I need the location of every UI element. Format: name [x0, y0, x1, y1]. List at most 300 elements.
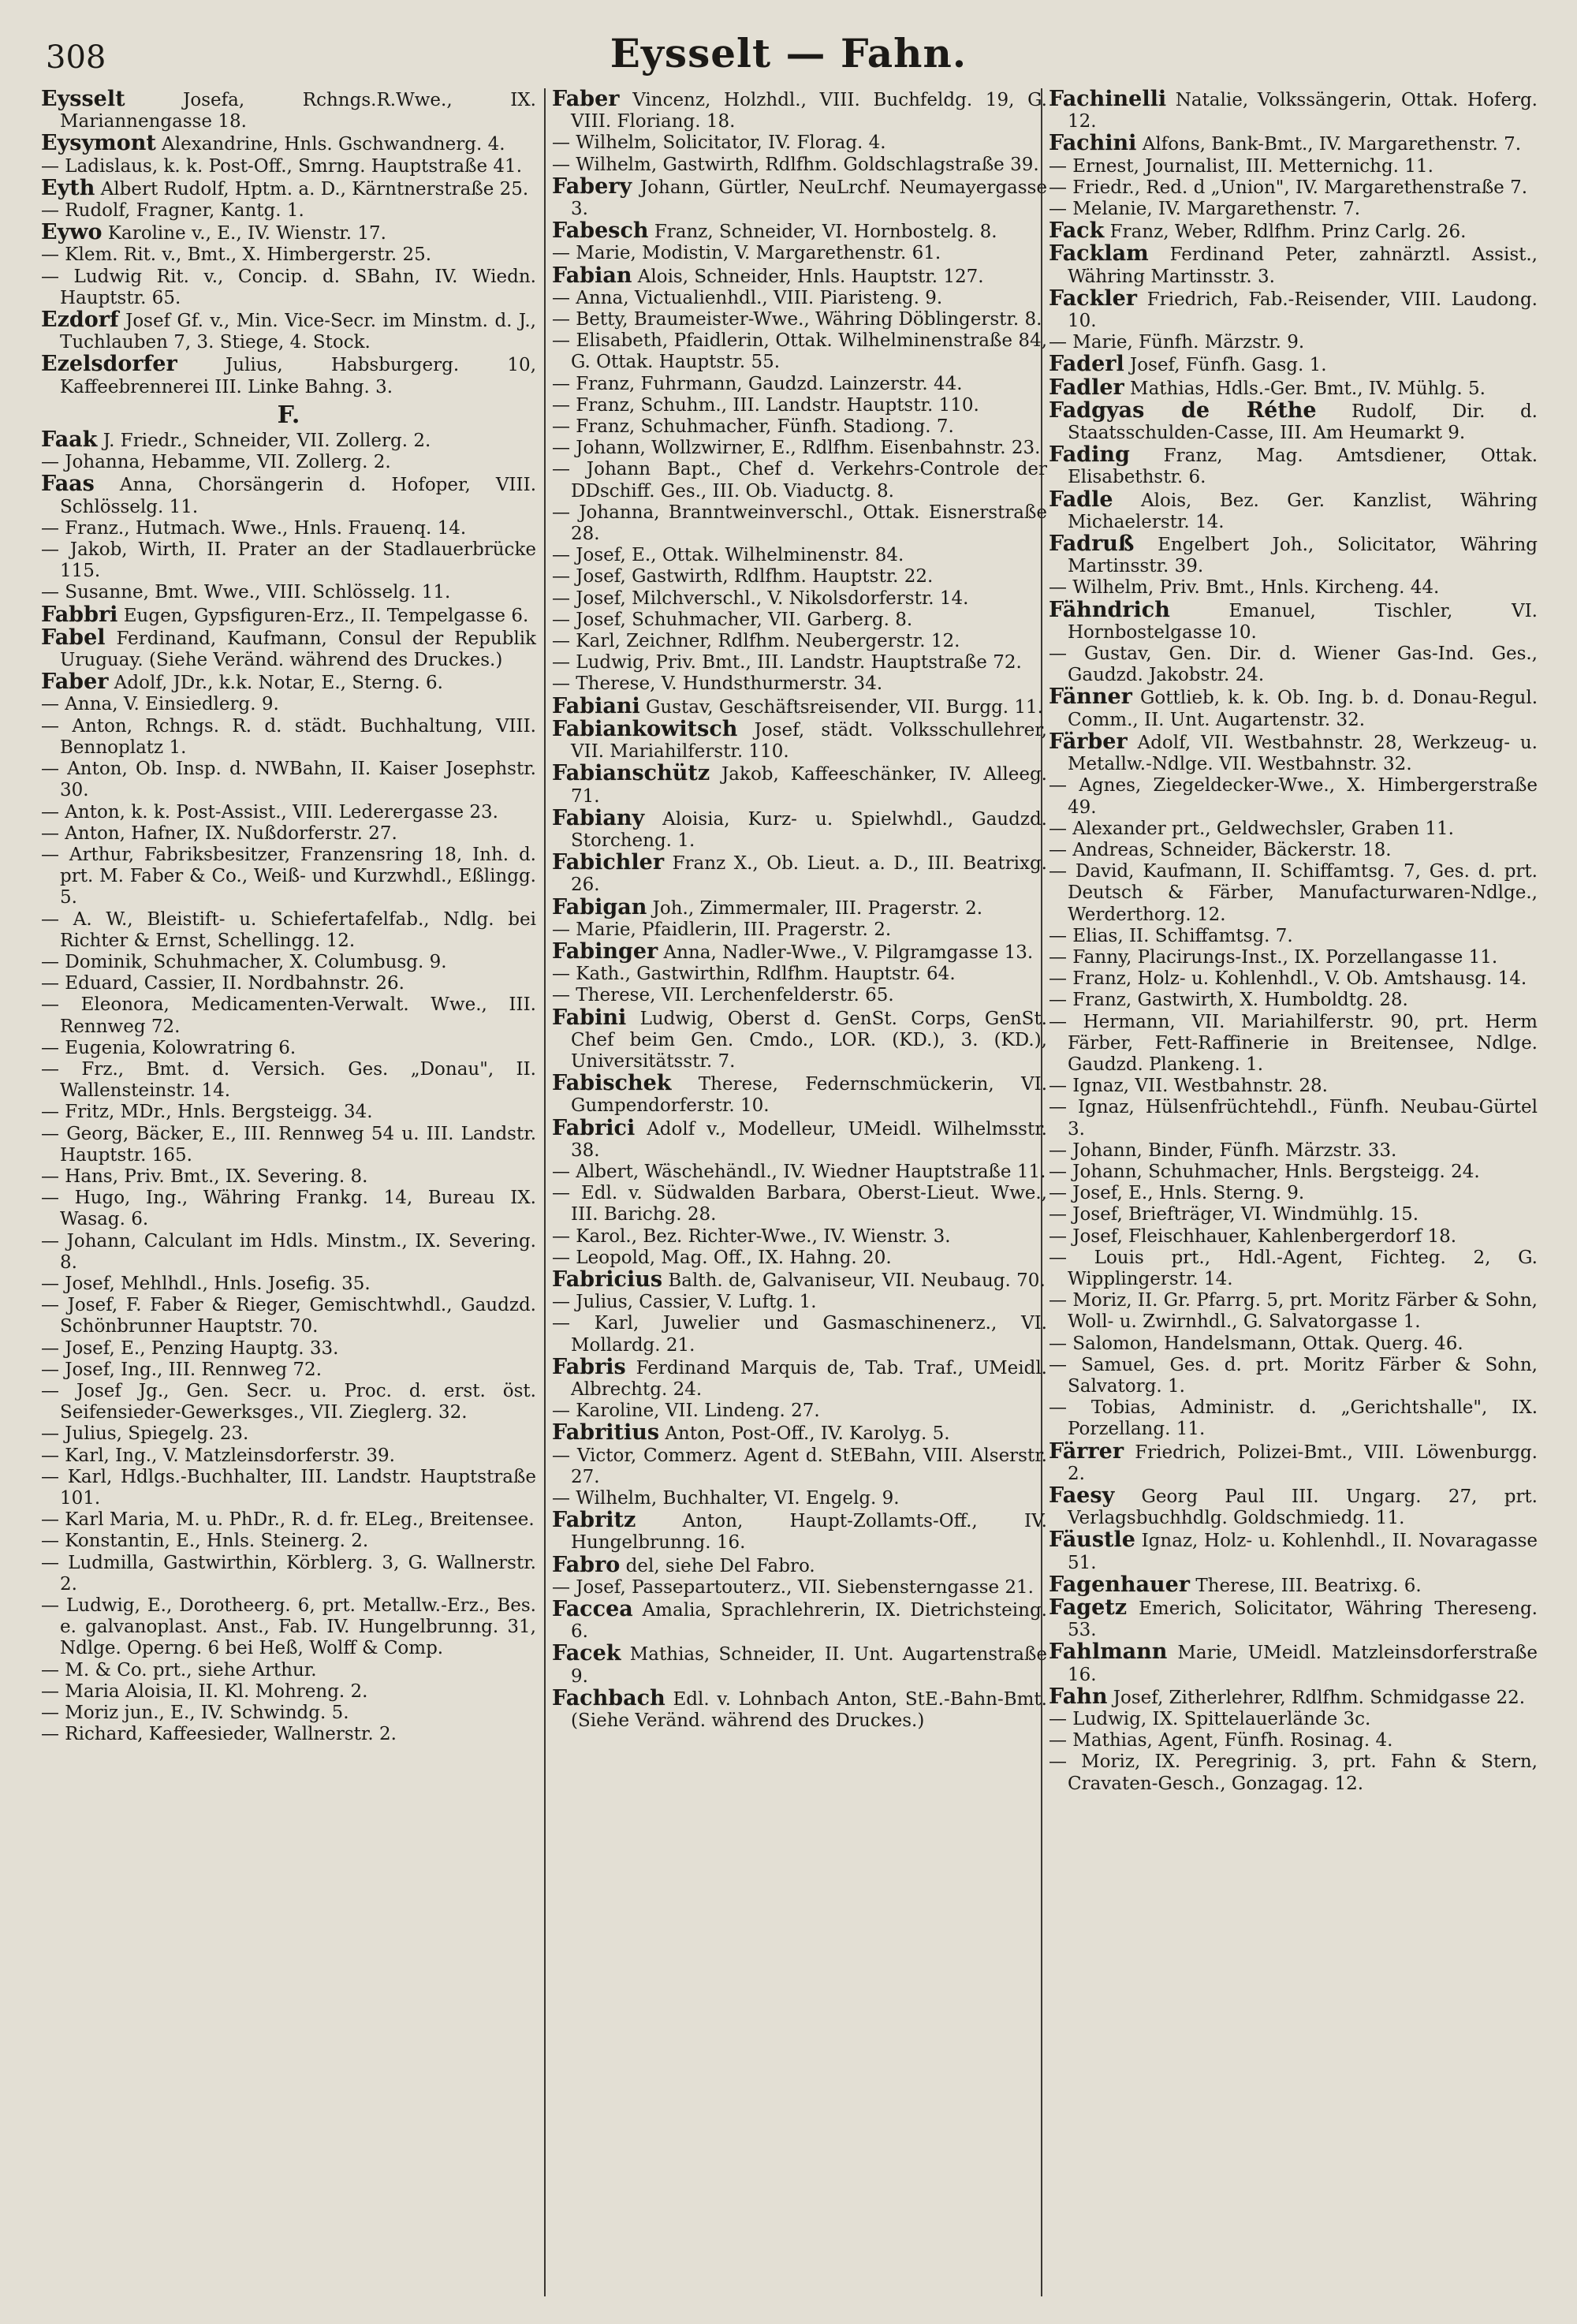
directory-entry	[552, 1183, 1047, 1225]
entry-details: — Johann, Wollzwirner, E., Rdlfhm. Eisenbahnstr. 23.	[552, 438, 1041, 459]
directory-entry	[1049, 1012, 1538, 1076]
entry-details: — Tobias, Administr. d. „Gerichtshalle", IX. Porzellang. 11.	[1049, 1397, 1538, 1440]
directory-entry	[41, 802, 536, 823]
entry-details: — Samuel, Ges. d. prt. Moritz Färber & Sohn, Salvatorg. 1.	[1049, 1354, 1538, 1397]
directory-entry	[41, 1724, 536, 1745]
entry-details: — Anton, Rchngs. R. d. städt. Buchhaltung, VIII. Bennoplatz 1.	[41, 715, 536, 758]
directory-entry	[552, 920, 1047, 941]
entry-surname: Fahlmann	[1049, 1639, 1168, 1665]
entry-details: — Ludwig Rit. v., Concip. d. SBahn, IV. Wiedn. Hauptstr. 65.	[41, 266, 536, 308]
entry-surname: Fabinger	[552, 938, 658, 964]
entry-details: — Fanny, Placirungs-Inst., IX. Porzellangasse 11.	[1049, 946, 1498, 968]
directory-entry	[552, 155, 1047, 176]
directory-entry	[552, 1488, 1047, 1509]
entry-details: Georg Paul III. Ungarg. 27, prt. Verlagsbuchhdlg. Goldschmiedg. 11.	[1068, 1487, 1538, 1529]
directory-entry	[41, 267, 536, 309]
directory-entry	[552, 1072, 1047, 1117]
directory-entry	[552, 309, 1047, 330]
directory-entry	[41, 309, 536, 353]
directory-entry	[41, 952, 536, 973]
directory-entry	[41, 1124, 536, 1166]
entry-details: — Johann, Binder, Fünfh. Märzstr. 33.	[1049, 1140, 1397, 1161]
entry-details: — Alexander prt., Geldwechsler, Graben 11.	[1049, 818, 1454, 839]
entry-details: — Therese, V. Hundsthurmerstr. 34.	[552, 673, 883, 695]
directory-entry	[552, 374, 1047, 395]
directory-entry	[1049, 1076, 1538, 1097]
entry-surname: Facklam	[1049, 241, 1149, 267]
entry-details: — Karol., Bez. Richter-Wwe., IV. Wienstr. 3.	[552, 1225, 951, 1247]
entry-surname: Fabritius	[552, 1420, 660, 1446]
entry-details: — Wilhelm, Solicitator, IV. Florag. 4.	[552, 132, 886, 154]
entry-surname: Fänner	[1049, 685, 1132, 710]
entry-details: — Ludwig, IX. Spittelauerlände 3c.	[1049, 1709, 1371, 1730]
entry-details: — Wilhelm, Gastwirth, Rdlfhm. Goldschlagstraße 39.	[552, 154, 1039, 175]
entry-surname: Faesy	[1049, 1483, 1115, 1508]
entry-details: — Mathias, Agent, Fünfh. Rosinag. 4.	[1049, 1730, 1393, 1751]
directory-entry	[41, 1295, 536, 1337]
entry-details: — Josef, Briefträger, VI. Windmühlg. 15.	[1049, 1204, 1419, 1225]
directory-entry	[41, 1467, 536, 1509]
entry-surname: Eywo	[41, 220, 103, 245]
directory-entry	[1049, 88, 1538, 132]
directory-entry	[552, 693, 1047, 718]
directory-entry	[1049, 1709, 1538, 1730]
entry-details: Gustav, Geschäftsreisender, VII. Burgg. 11.	[639, 696, 1043, 718]
entry-details: — Friedr., Red. d „Union", IV. Margarethenstraße 7.	[1049, 177, 1528, 198]
directory-entry	[552, 545, 1047, 566]
entry-details: — Anton, Ob. Insp. d. NWBahn, II. Kaiser Josephstr. 30.	[41, 759, 536, 801]
entry-details: — Hermann, VII. Mariahilferstr. 90, prt. Herm Färber, Fett-Raffinerie in Breitensee, Ndlge. Gaudzd. Plankeng. 1.	[1049, 1011, 1538, 1075]
entry-details: — Ernest, Journalist, III. Metternichg. 11.	[1049, 155, 1433, 177]
entry-details: — Marie, Fünfh. Märzstr. 9.	[1049, 332, 1305, 353]
entry-details: Alois, Bez. Ger. Kanzlist, Währing Michaelerstr. 14.	[1068, 490, 1538, 532]
directory-entry	[1049, 947, 1538, 968]
entry-surname: Fabiany	[552, 805, 645, 830]
entry-details: — Ignaz, Hülsenfrüchtehdl., Fünfh. Neubau-Gürtel 3.	[1049, 1097, 1538, 1140]
entry-details: Anton, Haupt-Zollamts-Off., IV. Hungelbrunng. 16.	[571, 1511, 1047, 1554]
directory-entry	[1049, 243, 1538, 287]
entry-details: — Maria Aloisia, II. Kl. Mohreng. 2.	[41, 1681, 368, 1702]
entry-details: — Franz, Schuhm., III. Landstr. Hauptstr. 110.	[552, 394, 979, 416]
entry-surname: Faber	[41, 670, 109, 695]
directory-entry	[1049, 1097, 1538, 1140]
entry-surname: Fäustle	[1049, 1528, 1135, 1553]
entry-surname: Fadgyas de Réthe	[1049, 397, 1317, 423]
directory-entry	[552, 1226, 1047, 1248]
directory-entry	[1049, 1183, 1538, 1204]
page-number: 308	[46, 39, 106, 76]
directory-entry	[41, 1423, 536, 1445]
directory-entry	[41, 759, 536, 801]
entry-details: Gottlieb, k. k. Ob. Ing. b. d. Donau-Regul. Comm., II. Unt. Augartenstr. 32.	[1068, 688, 1538, 730]
entry-details: Marie, UMeidl. Matzleinsdorferstraße 16.	[1068, 1643, 1538, 1685]
directory-entry	[552, 610, 1047, 631]
directory-entry	[1049, 990, 1538, 1011]
directory-entry	[41, 716, 536, 759]
entry-details: Edl. v. Lohnbach Anton, StE.-Bahn-Bmt. (Siehe Veränd. während des Druckes.)	[571, 1688, 1047, 1732]
entry-details: — Josef, Milchverschl., V. Nikolsdorferstr. 14.	[552, 588, 969, 609]
entry-surname: Faas	[41, 472, 95, 497]
entry-details: — Karoline, VII. Lindeng. 27.	[552, 1401, 820, 1422]
entry-details: — Hans, Priv. Bmt., IX. Severing. 8.	[41, 1166, 368, 1187]
entry-details: Josef, Fünfh. Gasg. 1.	[1124, 355, 1327, 376]
entry-details: Mathias, Schneider, II. Unt. Augartenstraße 9.	[571, 1644, 1047, 1687]
directory-entry	[41, 1381, 536, 1423]
entry-details: Natalie, Volkssängerin, Ottak. Hoferg. 12.	[1068, 90, 1538, 132]
directory-entry	[41, 200, 536, 222]
directory-entry	[552, 805, 1047, 852]
entry-surname: Fabesch	[552, 218, 649, 244]
directory-entry	[1049, 819, 1538, 840]
entry-details: Adolf, VII. Westbahnstr. 28, Werkzeug- u. Metallw.-Ndlge. VII. Westbahnstr. 32.	[1068, 732, 1538, 775]
entry-details: Friedrich, Polizei-Bmt., VIII. Löwenburgg. 2.	[1068, 1442, 1538, 1484]
entry-surname: Fabischek	[552, 1071, 672, 1096]
directory-entry	[552, 985, 1047, 1006]
entry-details: — Moriz, IX. Peregrinig. 3, prt. Fahn & Stern, Cravaten-Gesch., Gonzagag. 12.	[1049, 1751, 1538, 1794]
directory-entry	[1049, 1485, 1538, 1529]
entry-details: — Betty, Braumeister-Wwe., Währing Döblingerstr. 8.	[552, 309, 1042, 330]
entry-surname: Fack	[1049, 218, 1105, 244]
entry-details: Adolf, JDr., k.k. Notar, E., Sterng. 6.	[108, 673, 443, 694]
entry-details: — Josef Jg., Gen. Secr. u. Proc. d. erst. öst. Seifensieder-Gewerksges., VII. Zieglerg. 32.	[41, 1380, 536, 1423]
directory-entry	[41, 845, 536, 909]
entry-surname: Fabian	[552, 263, 632, 288]
entry-details: — Susanne, Bmt. Wwe., VIII. Schlösselg. 11.	[41, 582, 451, 603]
entry-details: — Arthur, Fabriksbesitzer, Franzensring 18, Inh. d. prt. M. Faber & Co., Weiß- und Kurzwhdl., Eßlingg. 5.	[41, 844, 536, 908]
directory-entry	[1049, 1438, 1538, 1485]
directory-entry	[41, 1231, 536, 1274]
directory-entry	[552, 588, 1047, 610]
directory-entry	[552, 964, 1047, 985]
directory-entry	[41, 177, 536, 200]
directory-entry	[1049, 177, 1538, 199]
entry-details: — Ludmilla, Gastwirthin, Körblerg. 3, G. Wallnerstr. 2.	[41, 1552, 536, 1595]
entry-details: — Eleonora, Medicamenten-Verwalt. Wwe., III. Rennweg 72.	[41, 994, 536, 1037]
entry-details: — Josef, Schuhmacher, VII. Garberg. 8.	[552, 609, 913, 630]
entry-surname: Fähndrich	[1049, 597, 1170, 622]
directory-entry	[1049, 533, 1538, 577]
entry-details: Julius, Habsburgerg. 10, Kaffeebrennerei III. Linke Bahng. 3.	[60, 355, 536, 397]
directory-entry	[552, 438, 1047, 459]
directory-entry	[1049, 1140, 1538, 1162]
directory-entry	[41, 1274, 536, 1295]
column-divider	[544, 88, 546, 2296]
entry-surname: Fachinelli	[1049, 87, 1167, 111]
directory-entry	[1049, 377, 1538, 400]
directory-entry	[1049, 332, 1538, 353]
directory-entry	[1049, 397, 1538, 444]
directory-entry	[1049, 1162, 1538, 1183]
directory-entry	[41, 1059, 536, 1102]
directory-entry	[552, 852, 1047, 896]
directory-entry	[552, 1685, 1047, 1732]
directory-entry	[552, 330, 1047, 373]
entry-surname: Eysymont	[41, 131, 156, 156]
directory-entry	[552, 173, 1047, 220]
directory-entry	[1049, 1397, 1538, 1440]
entry-details: — Fritz, MDr., Hnls. Bergsteigg. 34.	[41, 1102, 373, 1123]
entry-surname: Ezelsdorfer	[41, 352, 177, 377]
directory-entry	[1049, 1686, 1538, 1709]
directory-entry	[552, 265, 1047, 288]
directory-entry	[552, 1248, 1047, 1269]
directory-entry	[41, 473, 536, 517]
entry-details: Albert Rudolf, Hptm. a. D., Kärntnerstraße 25.	[95, 178, 529, 200]
directory-entry	[552, 1117, 1047, 1162]
directory-entry	[552, 1422, 1047, 1445]
entry-details: — Salomon, Handelsmann, Ottak. Querg. 46.	[1049, 1333, 1463, 1354]
directory-entry	[1049, 1355, 1538, 1397]
entry-details: Vincenz, Holzhdl., VIII. Buchfeldg. 19, G. VIII. Floriang. 18.	[571, 90, 1047, 132]
entry-details: — Ladislaus, k. k. Post-Off., Smrng. Hauptstraße 41.	[41, 155, 523, 177]
entry-details: Alfons, Bank-Bmt., IV. Margarethenstr. 7.	[1136, 134, 1522, 155]
section-heading: F.	[277, 401, 300, 429]
entry-details: — Johanna, Hebamme, VII. Zollerg. 2.	[41, 452, 391, 473]
entry-details: Josefa, Rchngs.R.Wwe., IX. Mariannengasse 18.	[60, 90, 536, 132]
entry-details: — Anna, V. Einsiedlerg. 9.	[41, 694, 279, 715]
entry-details: Eugen, Gypsfiguren-Erz., II. Tempelgasse 6.	[117, 605, 529, 626]
directory-entry	[41, 88, 536, 132]
entry-surname: Fabiankowitsch	[552, 716, 738, 741]
entry-details: — Wilhelm, Buchhalter, VI. Engelg. 9.	[552, 1488, 900, 1509]
directory-entry	[1049, 1334, 1538, 1355]
page-header	[0, 22, 1577, 77]
directory-entry	[41, 1681, 536, 1703]
entry-surname: Eyth	[41, 175, 95, 200]
directory-entry	[41, 353, 536, 397]
entry-surname: Fabianschütz	[552, 761, 710, 786]
directory-entry	[41, 1038, 536, 1059]
directory-entry	[552, 718, 1047, 763]
entry-details: — Leopold, Mag. Off., IX. Hahng. 20.	[552, 1247, 892, 1268]
entry-surname: Fackler	[1049, 285, 1137, 311]
directory-entry	[41, 518, 536, 539]
directory-entry	[1049, 775, 1538, 818]
entry-details: — Anton, k. k. Post-Assist., VIII. Lederergasse 23.	[41, 801, 498, 823]
directory-entry	[1049, 156, 1538, 177]
directory-entry	[41, 1102, 536, 1123]
directory-entry	[552, 1313, 1047, 1356]
directory-entry	[552, 395, 1047, 416]
directory-entry	[41, 994, 536, 1037]
entry-details: — Franz, Schuhmacher, Fünfh. Stadiong. 7.	[552, 416, 954, 438]
entry-details: — Ludwig, E., Dorotheerg. 6, prt. Metallw.-Erz., Bes. e. galvanoplast. Anst., Fab. IV. Hungelbrunng. 31, Ndlge. Operng. 6 bei Heß, Wolff & Comp.	[41, 1595, 536, 1659]
entry-details: — Josef, Mehlhdl., Hnls. Josefig. 35.	[41, 1273, 371, 1294]
directory-entry	[41, 909, 536, 952]
directory-entry	[1049, 444, 1538, 488]
entry-details: Balth. de, Galvaniseur, VII. Neubaug. 70.	[662, 1270, 1046, 1291]
directory-entry	[552, 1007, 1047, 1073]
directory-entry	[1049, 1574, 1538, 1597]
directory-entry	[41, 1188, 536, 1230]
entry-details: — Julius, Spiegelg. 23.	[41, 1423, 249, 1445]
entry-details: — Ludwig, Priv. Bmt., III. Landstr. Hauptstraße 72.	[552, 652, 1022, 673]
entry-surname: Fagenhauer	[1049, 1572, 1191, 1597]
directory-entry	[41, 627, 536, 671]
directory-entry	[552, 132, 1047, 154]
directory-entry	[41, 1703, 536, 1724]
entry-surname: Fachini	[1049, 131, 1137, 156]
entry-details: — Edl. v. Südwalden Barbara, Oberst-Lieut. Wwe., III. Barichg. 28.	[552, 1183, 1047, 1225]
entry-details: — Konstantin, E., Hnls. Steinerg. 2.	[41, 1531, 369, 1552]
directory-entry	[41, 539, 536, 582]
entry-details: — Josef, F. Faber & Rieger, Gemischtwhdl., Gaudzd. Schönbrunner Hauptstr. 70.	[41, 1295, 536, 1337]
directory-entry	[41, 429, 536, 452]
entry-details: Amalia, Sprachlehrerin, IX. Dietrichsteing. 6.	[571, 1600, 1047, 1643]
directory-entry	[552, 652, 1047, 673]
entry-details: Ignaz, Holz- u. Kohlenhdl., II. Novaragasse 51.	[1068, 1531, 1538, 1573]
entry-details: — Hugo, Ing., Währing Frankg. 14, Bureau IX. Wasag. 6.	[41, 1188, 536, 1230]
entry-details: — Marie, Modistin, V. Margarethenstr. 61.	[552, 243, 941, 264]
entry-details: Therese, Federnschmückerin, VI. Gumpendorferstr. 10.	[571, 1074, 1047, 1117]
running-title: Eysselt — Fahn.	[610, 30, 967, 76]
directory-entry	[1049, 1597, 1538, 1641]
directory-entry	[1049, 285, 1538, 332]
entry-details: Jakob, Kaffeeschänker, IV. Alleeg. 71.	[571, 764, 1047, 807]
directory-entry	[41, 1509, 536, 1531]
entry-details: — Moriz, II. Gr. Pfarrg. 5, prt. Moritz Färber & Sohn, Woll- u. Zwirnhdl., G. Salvatorgasse 1.	[1049, 1290, 1538, 1333]
entry-surname: Fadruß	[1049, 532, 1135, 557]
directory-entry	[1049, 1529, 1538, 1573]
directory-entry	[552, 243, 1047, 264]
entry-surname: Eysselt	[41, 87, 125, 111]
entry-details: Aloisia, Kurz- u. Spielwhdl., Gaudzd. Storcheng. 1.	[571, 808, 1047, 851]
entry-surname: Fabiani	[552, 693, 640, 718]
entry-details: Emerich, Solicitator, Währing Thereseng. 53.	[1068, 1598, 1538, 1641]
directory-entry	[1049, 861, 1538, 926]
entry-details: — Karl Maria, M. u. PhDr., R. d. fr. ELeg., Breitensee.	[41, 1509, 535, 1531]
entry-surname: Fading	[1049, 442, 1130, 468]
entry-surname: Fabrici	[552, 1115, 636, 1140]
entry-details: — Rudolf, Fragner, Kantg. 1.	[41, 200, 304, 222]
entry-details: Franz, Mag. Amtsdiener, Ottak. Elisabethstr. 6.	[1068, 446, 1538, 488]
directory-entry	[41, 604, 536, 627]
directory-entry	[41, 973, 536, 994]
entry-details: — Josef, Fleischhauer, Kahlenbergerdorf 18.	[1049, 1225, 1457, 1247]
entry-surname: Fabris	[552, 1354, 626, 1379]
entry-details: — Albert, Wäschehändl., IV. Wiedner Hauptstraße 11.	[552, 1161, 1046, 1182]
directory-entry	[552, 1643, 1047, 1687]
entry-details: — Eugenia, Kolowratring 6.	[41, 1037, 296, 1058]
directory-entry	[552, 88, 1047, 132]
directory-entry	[1049, 1204, 1538, 1225]
directory-entry	[41, 1338, 536, 1360]
entry-details: — David, Kaufmann, II. Schiffamtsg. 7, Ges. d. prt. Deutsch & Färber, Manufacturwaren-Ndlge., Werderthorg. 12.	[1049, 861, 1538, 925]
entry-details: — Franz, Fuhrmann, Gaudzd. Lainzerstr. 44.	[552, 373, 963, 394]
entry-details: — Richard, Kaffeesieder, Wallnerstr. 2.	[41, 1724, 397, 1745]
entry-details: Adolf v., Modelleur, UMeidl. Wilhelmsstr. 38.	[571, 1118, 1047, 1161]
entry-details: — Kath., Gastwirthin, Rdlfhm. Hauptstr. 64.	[552, 964, 956, 985]
entry-details: — Julius, Cassier, V. Luftg. 1.	[552, 1292, 817, 1313]
directory-entry	[552, 566, 1047, 588]
entry-details: Ferdinand Marquis de, Tab. Traf., UMeidl. Albrechtg. 24.	[571, 1357, 1047, 1400]
directory-entry	[1049, 1641, 1538, 1685]
directory-entry	[1049, 686, 1538, 730]
directory-entry	[1049, 926, 1538, 947]
directory-entry	[41, 671, 536, 694]
entry-surname: Facek	[552, 1641, 621, 1666]
entry-details: — Josef, E., Penzing Hauptg. 33.	[41, 1337, 339, 1359]
entry-details: — Andreas, Schneider, Bäckerstr. 18.	[1049, 839, 1392, 860]
directory-entry	[552, 763, 1047, 807]
entry-details: — Gustav, Gen. Dir. d. Wiener Gas-Ind. Ges., Gaudzd. Jakobstr. 24.	[1049, 643, 1538, 686]
entry-details: — Josef, E., Ottak. Wilhelminenstr. 84.	[552, 545, 904, 566]
directory-entry	[41, 1166, 536, 1188]
column-1	[41, 88, 536, 1745]
directory-entry	[552, 288, 1047, 309]
directory-entry	[1049, 220, 1538, 243]
entry-details: Ferdinand Peter, zahnärztl. Assist., Währing Martinsstr. 3.	[1068, 244, 1538, 287]
entry-surname: Fachbach	[552, 1685, 665, 1710]
entry-details: del, siehe Del Fabro.	[620, 1555, 815, 1576]
entry-details: — Johanna, Branntweinverschl., Ottak. Eisnerstraße 28.	[552, 502, 1047, 545]
directory-entry	[41, 1446, 536, 1467]
entry-surname: Fabbri	[41, 602, 118, 627]
entry-surname: Fabritz	[552, 1508, 636, 1533]
entry-details: — Therese, VII. Lerchenfelderstr. 65.	[552, 985, 894, 1006]
entry-details: — M. & Co. prt., siehe Arthur.	[41, 1659, 317, 1681]
directory-entry	[552, 673, 1047, 695]
directory-entry	[552, 1554, 1047, 1577]
entry-details: Alexandrine, Hnls. Gschwandnerg. 4.	[155, 134, 505, 155]
directory-entry	[1049, 489, 1538, 533]
directory-entry	[552, 1266, 1047, 1292]
entry-details: — Johann, Schuhmacher, Hnls. Bergsteigg. 24.	[1049, 1161, 1480, 1182]
entry-details: — Franz, Gastwirth, X. Humboldtg. 28.	[1049, 990, 1408, 1011]
entry-details: — Elias, II. Schiffamtsg. 7.	[1049, 925, 1293, 946]
directory-entry	[552, 1401, 1047, 1422]
entry-details: — Karl, Juwelier und Gasmaschinenerz., VI. Mollardg. 21.	[552, 1313, 1047, 1356]
entry-details: — A. W., Bleistift- u. Schiefertafelfab., Ndlg. bei Richter & Ernst, Schellingg. 12.	[41, 908, 536, 951]
entry-details: Franz X., Ob. Lieut. a. D., III. Beatrixg. 26.	[571, 853, 1047, 896]
entry-details: — Wilhelm, Priv. Bmt., Hnls. Kircheng. 44.	[1049, 577, 1440, 599]
entry-details: — Eduard, Cassier, II. Nordbahnstr. 26.	[41, 973, 405, 994]
directory-entry	[41, 1660, 536, 1681]
entry-details: Franz, Weber, Rdlfhm. Prinz Carlg. 26.	[1104, 222, 1467, 243]
directory-entry	[1049, 1290, 1538, 1333]
directory-entry	[552, 1598, 1047, 1643]
directory-entry	[1049, 1730, 1538, 1751]
entry-details: Ludwig, Oberst d. GenSt. Corps, GenSt. Chef beim Gen. Cmdo., LOR. (KD.), 3. (KD.), Universitätsstr. 7.	[571, 1008, 1047, 1072]
directory-entry	[552, 1356, 1047, 1401]
directory-entry	[1049, 968, 1538, 990]
directory-entry	[1049, 577, 1538, 599]
entry-details: — Josef, Passepartouterz., VII. Siebensterngasse 21.	[552, 1576, 1034, 1598]
entry-details: Josef, städt. Volksschullehrer, VII. Mariahilferstr. 110.	[571, 719, 1047, 763]
directory-entry	[41, 1553, 536, 1595]
entry-surname: Färber	[1049, 729, 1128, 754]
entry-details: — Karl, Ing., V. Matzleinsdorferstr. 39.	[41, 1445, 395, 1466]
directory-entry	[552, 1292, 1047, 1313]
entry-surname: Fabichler	[552, 850, 665, 875]
entry-details: — Josef, E., Hnls. Sterng. 9.	[1049, 1183, 1305, 1204]
directory-entry	[552, 459, 1047, 502]
directory-entry	[552, 894, 1047, 920]
entry-details: Anton, Post-Off., IV. Karolyg. 5.	[659, 1423, 950, 1445]
directory-entry	[41, 452, 536, 473]
column-3	[1049, 88, 1538, 1795]
directory-entry	[41, 1531, 536, 1552]
entry-details: Anna, Nadler-Wwe., V. Pilgramgasse 13.	[658, 942, 1034, 963]
entry-details: Johann, Gürtler, NeuLrchf. Neumayergasse 3.	[571, 177, 1047, 220]
entry-details: — Georg, Bäcker, E., III. Rennweg 54 u. III. Landstr. Hauptstr. 165.	[41, 1123, 536, 1166]
entry-details: — Anna, Victualienhdl., VIII. Piaristeng. 9.	[552, 287, 943, 308]
entry-details: — Ignaz, VII. Westbahnstr. 28.	[1049, 1076, 1328, 1097]
entry-details: — Victor, Commerz. Agent d. StEBahn, VIII. Alserstr. 27.	[552, 1445, 1047, 1487]
entry-surname: Faber	[552, 87, 620, 111]
directory-entry	[1049, 731, 1538, 775]
entry-details: — Moriz jun., E., IV. Schwindg. 5.	[41, 1703, 349, 1724]
